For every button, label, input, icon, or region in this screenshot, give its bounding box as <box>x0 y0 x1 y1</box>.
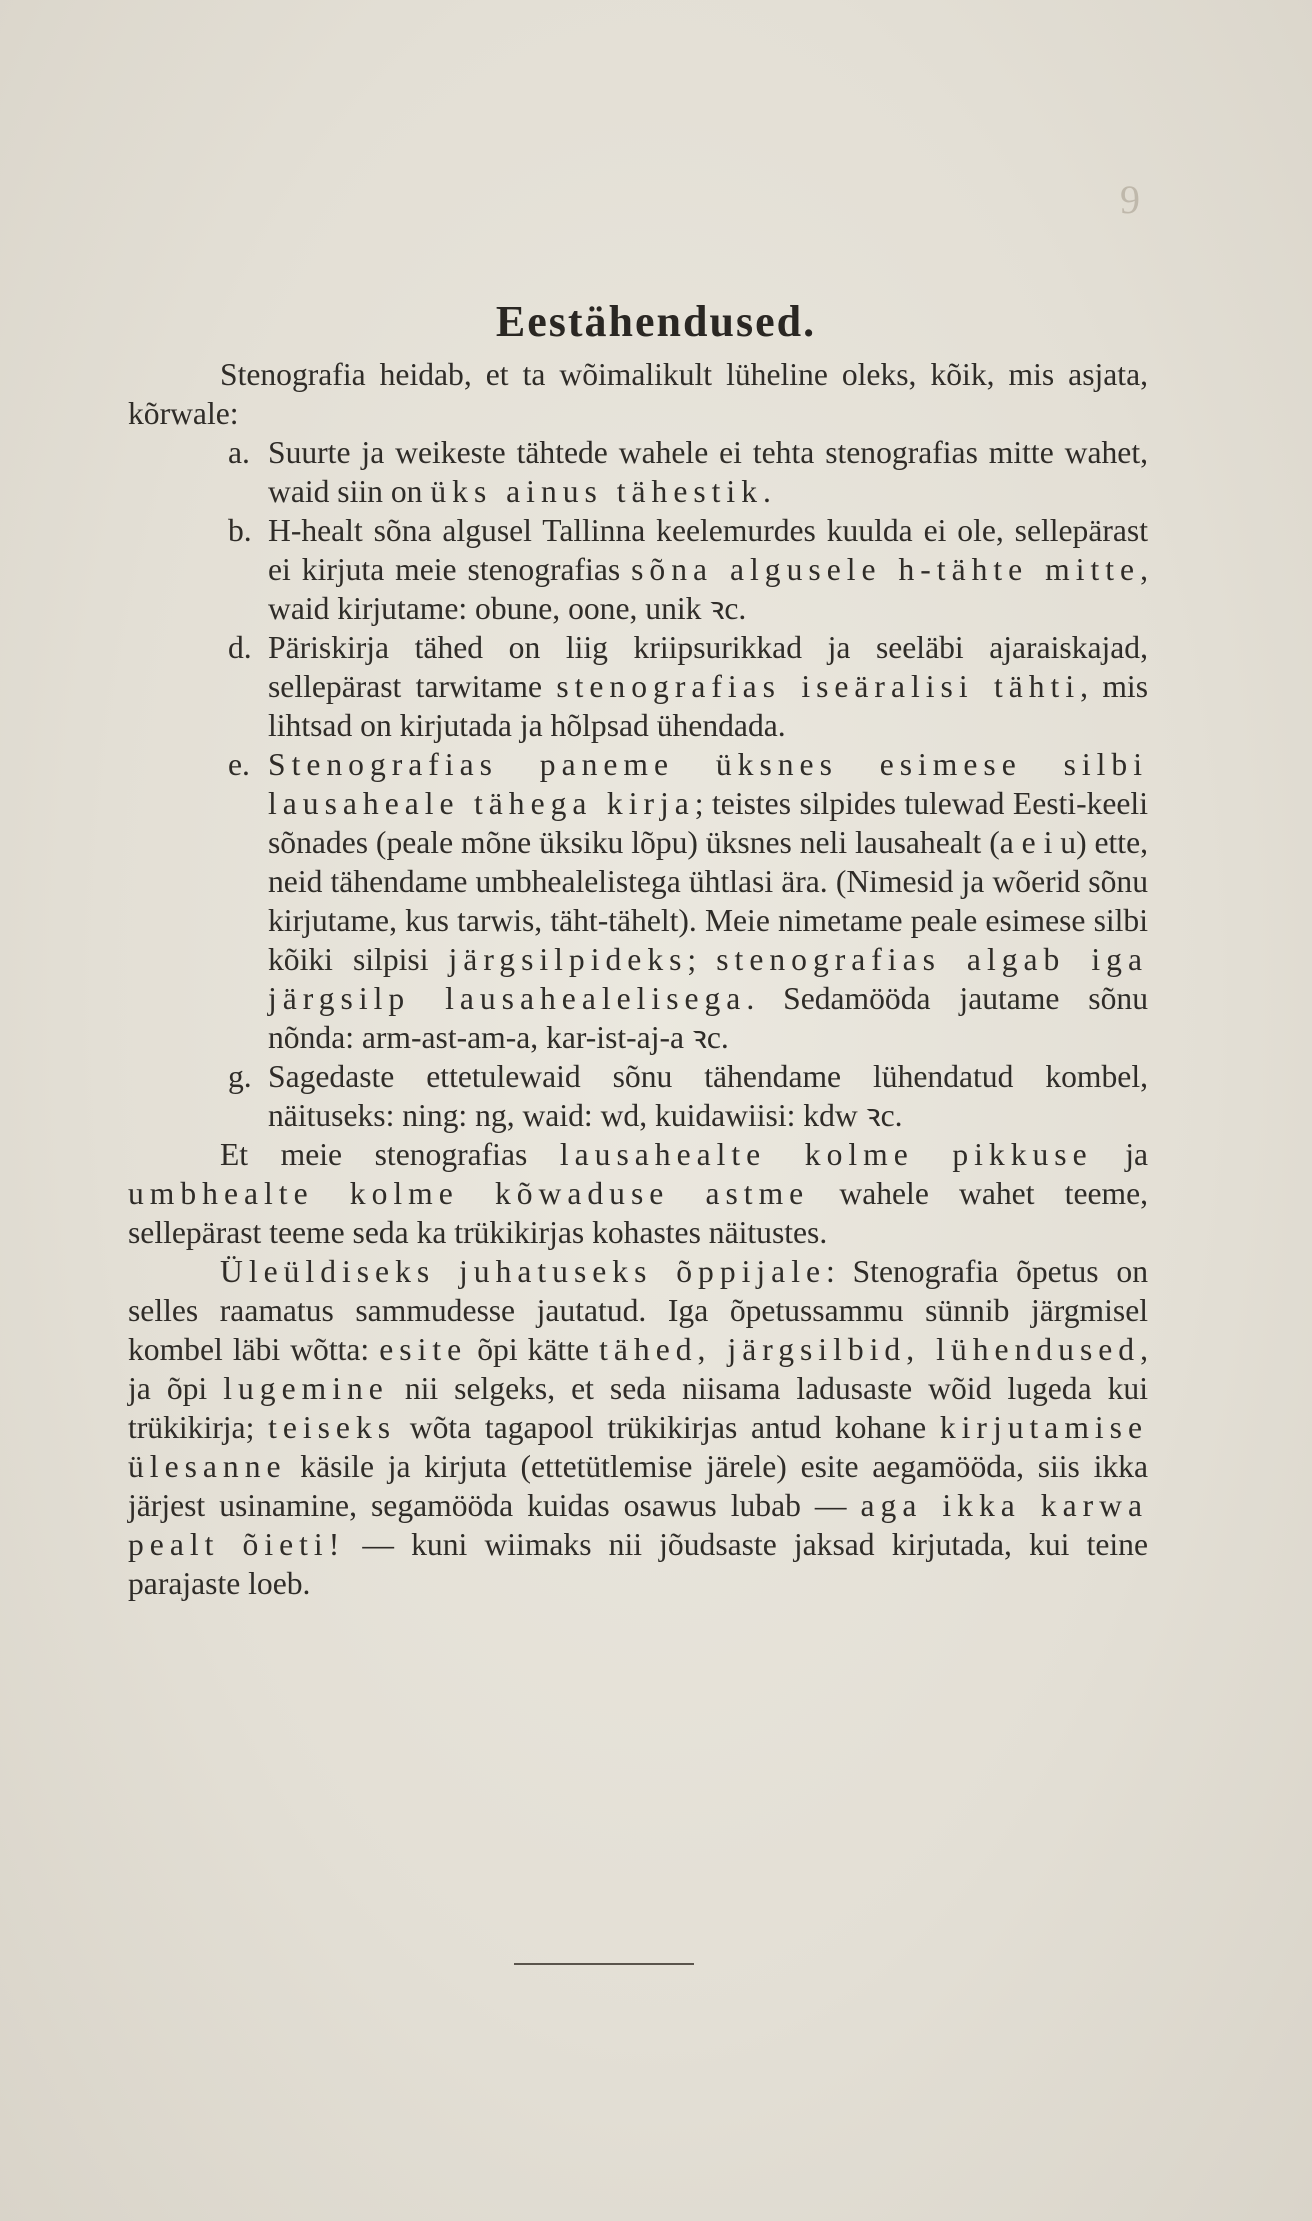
spaced-emphasis-text: sõna algusele h-tähte mitte <box>631 552 1141 587</box>
text-run: ja <box>1092 1137 1148 1172</box>
spaced-emphasis-text: aga ikka karwa pealt õieti! <box>128 1488 1148 1562</box>
spaced-emphasis-text: üks ainus tähestik <box>430 474 764 509</box>
list-item-label: b. <box>228 513 252 548</box>
body-text <box>128 355 1148 1603</box>
text-run: ; <box>687 942 717 977</box>
text-run: , ja õpi <box>128 1332 1148 1406</box>
list-item <box>128 511 1148 628</box>
list-item <box>128 745 1148 1057</box>
list-item <box>128 1057 1148 1135</box>
item-list <box>128 433 1148 1135</box>
text-run: Sagedaste ettetulewaid sõnu tähendame lühendatud kombel, näituseks: ning: ng, waid: wd, kuidawiisi: kdw ꝛc. <box>268 1059 1148 1133</box>
text-run: wahele wahet teeme, sellepärast teeme seda ka trükikirjas kohastes näitustes. <box>128 1176 1148 1250</box>
text-run: Et meie stenografias <box>220 1137 560 1172</box>
text-run: : Stenografia õpetus on selles raamatus sammudesse jautatud. Iga õpetussammu sünnib järgmisel kombel läbi wõtta: <box>128 1254 1148 1367</box>
spaced-emphasis-text: stenografias iseäralisi tähti <box>556 669 1081 704</box>
spaced-emphasis-text: teiseks <box>268 1410 397 1445</box>
intro-paragraph: Stenografia heidab, et ta wõimalikult lüheline oleks, kõik, mis asjata, kõrwale: <box>128 357 1148 431</box>
text-run: . <box>763 474 771 509</box>
text-run: käsile ja kirjuta (ettetütlemise järele) esite aegamööda, siis ikka järjest usinamine, segamööda kuidas osawus lubab — <box>128 1449 1148 1523</box>
list-item-label: e. <box>228 747 250 782</box>
text-run: — kuni wiimaks nii jõudsaste jaksad kirjutada, kui teine parajaste loeb. <box>128 1527 1148 1601</box>
spaced-emphasis-text: Üleüldiseks juhatuseks õppijale <box>220 1254 826 1289</box>
list-item <box>128 433 1148 511</box>
spaced-emphasis-text: Stenografias paneme üksnes esimese silbi lausaheale tähega kirja <box>268 747 1148 821</box>
text-run: wõta tagapool trükikirjas antud kohane <box>396 1410 940 1445</box>
list-item-label: a. <box>228 435 250 470</box>
page-title: Eestähendused. <box>495 297 817 346</box>
page-number: 9 <box>1120 177 1140 222</box>
list-item <box>128 628 1148 745</box>
spaced-emphasis-text: lugemine <box>223 1371 389 1406</box>
spaced-emphasis-text: kirjutamise ülesanne <box>128 1410 1148 1484</box>
list-item-label: d. <box>228 630 252 665</box>
spaced-emphasis-text: tähed, järgsilbid, lühendused <box>599 1332 1141 1367</box>
spaced-emphasis-text: lausahealte kolme pikkuse <box>559 1137 1093 1172</box>
text-run: , waid kirjutame: obune, oone, unik ꝛc. <box>268 552 1148 626</box>
spaced-emphasis-text: stenografias algab iga järgsilp lausahealelisega <box>268 942 1148 1016</box>
spaced-emphasis-text: esite <box>379 1332 468 1367</box>
text-run: õpi kätte <box>467 1332 600 1367</box>
spaced-emphasis-text: umbhealte kolme kõwaduse astme <box>128 1176 810 1211</box>
text-run: Suurte ja weikeste tähtede wahele ei tehta stenografias mitte wahet, waid siin on <box>268 435 1148 509</box>
text-run: ; teistes silpides tulewad Eesti-keeli sõnades (peale mõne üksiku lõpu) üksnes neli lausahealt (a e i u) ette, neid tähendame umbhealelistega ühtlasi ära. (Nimesid ja wõerid sõnu kirjutame, kus tarwis, täht-tähelt). Meie nimetame peale esimese silbi kõiki silpisi <box>268 786 1148 977</box>
end-divider <box>514 1963 694 1965</box>
text-run: nii selgeks, et seda niisama ladusaste wõid lugeda kui trükikirja; <box>128 1371 1148 1445</box>
text-run: H-healt sõna algusel Tallinna keelemurdes kuulda ei ole, sellepärast ei kirjuta meie stenografias <box>268 513 1148 587</box>
text-run: . Sedamööda jautame sõnu nõnda: arm-ast-am-a, kar-ist-aj-a ꝛc. <box>268 981 1148 1055</box>
list-item-label: g. <box>228 1059 252 1094</box>
paragraph-study-instructions <box>128 1252 1148 1603</box>
text-run: , mis lihtsad on kirjutada ja hõlpsad ühendada. <box>268 669 1148 743</box>
paragraph-pronunciation <box>128 1135 1148 1252</box>
spaced-emphasis-text: järgsilpideks <box>448 942 688 977</box>
text-run: Päriskirja tähed on liig kriipsurikkad ja seeläbi ajaraiskajad, sellepärast tarwitame <box>268 630 1148 704</box>
